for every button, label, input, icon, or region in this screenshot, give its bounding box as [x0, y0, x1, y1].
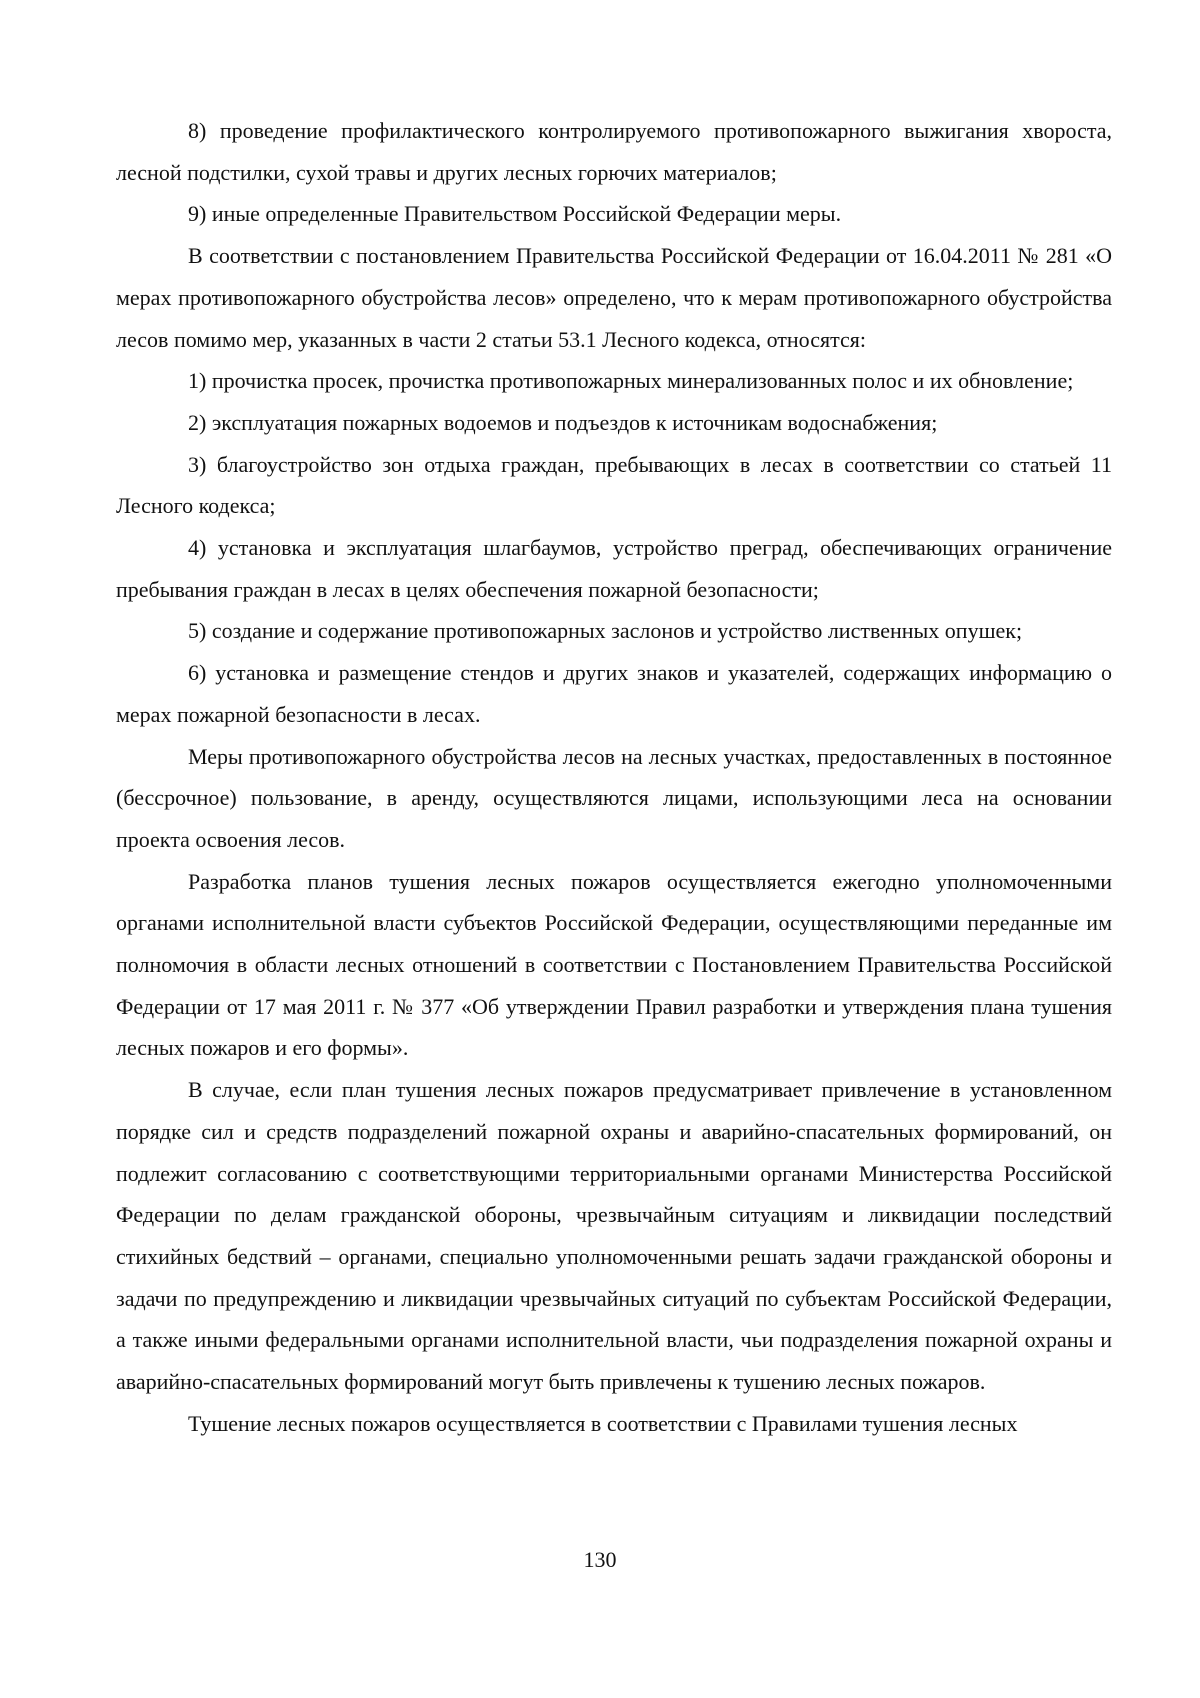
paragraph-measure-6: 6) установка и размещение стендов и других знаков и указателей, содержащих информацию о мерах пожарной безопасности в лесах.	[116, 660, 1112, 727]
paragraph-measure-2: 2) эксплуатация пожарных водоемов и подъездов к источникам водоснабжения;	[188, 409, 938, 435]
paragraph-measure-5: 5) создание и содержание противопожарных заслонов и устройство лиственных опушек;	[188, 618, 1023, 644]
page-number: 130	[583, 1547, 617, 1572]
paragraph-decree-281: В соответствии с постановлением Правительства Российской Федерации от 16.04.2011 № 281 «О мерах противопожарного обустройства лесов» определено, что к мерам противопожарного обустройства лесов помимо мер, указанных в части 2 статьи 53.1 Лесного кодекса, относятся:	[116, 243, 1112, 352]
paragraph-plan-approval: В случае, если план тушения лесных пожаров предусматривает привлечение в установленном порядке сил и средств подразделений пожарной охраны и аварийно-спасательных формирований, он подлежит согласованию с соответствующими территориальными органами Министерства Российской Федерации по делам гражданской обороны, чрезвычайным ситуациям и ликвидации последствий стихийных бедствий – органами, специально уполномоченными решать задачи гражданской обороны и задачи по предупреждению и ликвидации чрезвычайных ситуаций по субъектам Российской Федерации, а также иными федеральными органами исполнительной власти, чьи подразделения пожарной охраны и аварийно-спасательных формирований могут быть привлечены к тушению лесных пожаров.	[116, 1077, 1112, 1395]
paragraph-lease-measures: Меры противопожарного обустройства лесов на лесных участках, предоставленных в постоянное (бессрочное) пользование, в аренду, осуществляются лицами, использующими леса на основании проекта освоения лесов.	[116, 743, 1112, 852]
paragraph-measure-4: 4) установка и эксплуатация шлагбаумов, устройство преград, обеспечивающих ограничение пребывания граждан в лесах в целях обеспечения пожарной безопасности;	[116, 535, 1112, 602]
body-text	[116, 110, 1112, 1445]
paragraph-fire-plans: Разработка планов тушения лесных пожаров осуществляется ежегодно уполномоченными органами исполнительной власти субъектов Российской Федерации, осуществляющими переданные им полномочия в области лесных отношений в соответствии с Постановлением Правительства Российской Федерации от 17 мая 2011 г. № 377 «Об утверждении Правил разработки и утверждения плана тушения лесных пожаров и его формы».	[116, 868, 1112, 1061]
paragraph-item-9: 9) иные определенные Правительством Российской Федерации меры.	[188, 201, 842, 227]
paragraph-fire-suppression: Тушение лесных пожаров осуществляется в соответствии с Правилами тушения лесных	[188, 1410, 1018, 1436]
paragraph-item-8: 8) проведение профилактического контролируемого противопожарного выжигания хвороста, лесной подстилки, сухой травы и других лесных горючих материалов;	[116, 118, 1112, 185]
paragraph-measure-1: 1) прочистка просек, прочистка противопожарных минерализованных полос и их обновление;	[188, 368, 1074, 394]
paragraph-measure-3: 3) благоустройство зон отдыха граждан, пребывающих в лесах в соответствии со статьей 11 Лесного кодекса;	[116, 451, 1112, 519]
